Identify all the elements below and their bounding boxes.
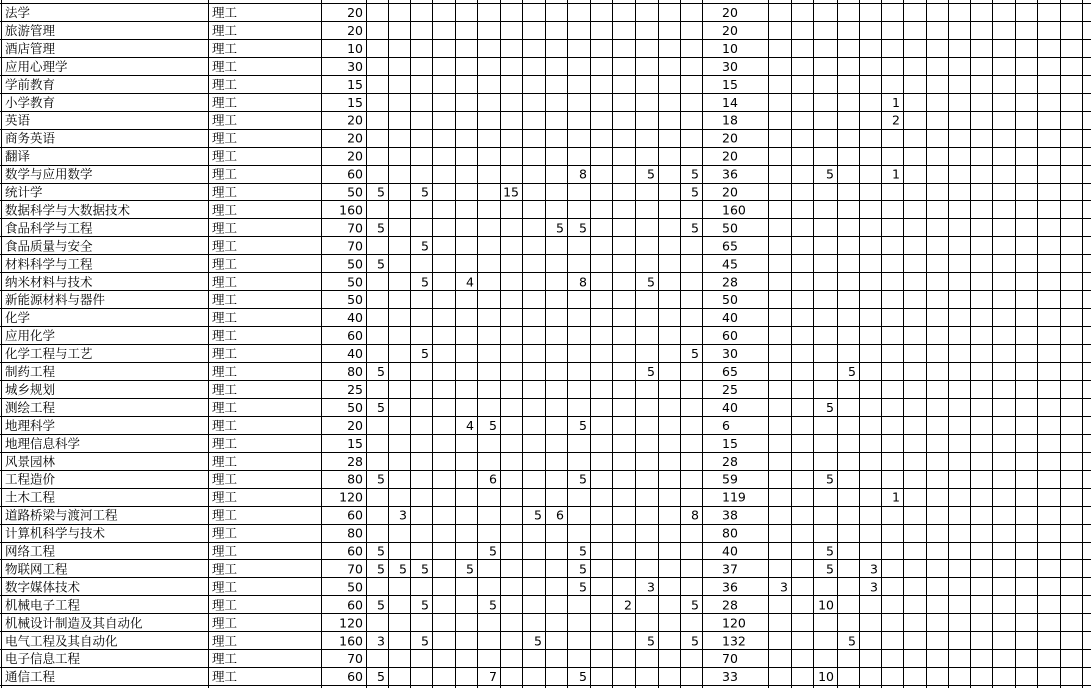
cell-major: 制药工程 <box>5 364 56 379</box>
cell-quota: 20 <box>722 184 738 200</box>
cell-value: 5 <box>377 184 385 200</box>
cell-quota: 160 <box>722 202 746 218</box>
cell-value: 5 <box>377 543 385 559</box>
cell-value: 5 <box>647 633 655 649</box>
cell-total: 70 <box>347 238 363 254</box>
cell-quota: 60 <box>722 328 738 344</box>
cell-category: 理工 <box>212 58 238 74</box>
cell-value: 5 <box>377 364 385 379</box>
cell-total: 30 <box>347 58 363 74</box>
cell-category: 理工 <box>212 220 238 236</box>
cell-value: 8 <box>579 166 587 182</box>
cell-total: 60 <box>347 543 363 559</box>
cell-value: 5 <box>421 633 429 649</box>
cell-category: 理工 <box>212 166 238 182</box>
cell-category: 理工 <box>212 489 238 505</box>
cell-quota: 15 <box>722 76 738 92</box>
cell-total: 20 <box>347 148 363 164</box>
cell-quota: 18 <box>722 112 738 128</box>
cell-value: 5 <box>848 364 856 379</box>
cell-category: 理工 <box>212 507 238 523</box>
cell-total: 80 <box>347 364 363 379</box>
cell-category: 理工 <box>212 148 238 164</box>
cell-category: 理工 <box>212 5 238 20</box>
cell-quota: 50 <box>722 292 738 308</box>
cell-value: 5 <box>579 669 587 685</box>
cell-quota: 119 <box>722 489 746 505</box>
cell-total: 20 <box>347 130 363 146</box>
cell-total: 70 <box>347 561 363 577</box>
cell-category: 理工 <box>212 22 238 38</box>
cell-value: 3 <box>870 579 878 595</box>
cell-value: 5 <box>647 364 655 379</box>
cell-value: 5 <box>691 184 699 200</box>
cell-category: 理工 <box>212 453 238 469</box>
cell-major: 道路桥梁与渡河工程 <box>5 507 118 523</box>
cell-total: 50 <box>347 399 363 415</box>
cell-total: 80 <box>347 525 363 541</box>
cell-value: 5 <box>691 597 699 613</box>
cell-quota: 6 <box>722 417 730 433</box>
cell-value: 5 <box>826 543 834 559</box>
cell-value: 2 <box>892 112 900 128</box>
cell-quota: 38 <box>722 507 738 523</box>
cell-value: 5 <box>691 633 699 649</box>
cell-major: 纳米材料与技术 <box>5 274 93 290</box>
cell-major: 材料科学与工程 <box>5 256 93 272</box>
cell-quota: 30 <box>722 346 738 362</box>
cell-category: 理工 <box>212 651 238 667</box>
cell-total: 50 <box>347 274 363 290</box>
cell-category: 理工 <box>212 202 238 218</box>
cell-value: 5 <box>421 238 429 254</box>
cell-quota: 28 <box>722 453 738 469</box>
cell-quota: 20 <box>722 5 738 20</box>
cell-value: 5 <box>691 166 699 182</box>
cell-value: 5 <box>421 561 429 577</box>
cell-major: 英语 <box>5 112 31 128</box>
cell-major: 电子信息工程 <box>5 651 81 667</box>
cell-value: 5 <box>377 597 385 613</box>
cell-category: 理工 <box>212 112 238 128</box>
cell-quota: 28 <box>722 597 738 613</box>
cell-category: 理工 <box>212 471 238 487</box>
cell-value: 5 <box>579 561 587 577</box>
cell-total: 50 <box>347 256 363 272</box>
cell-total: 20 <box>347 22 363 38</box>
cell-value: 10 <box>818 597 834 613</box>
cell-value: 3 <box>780 579 788 595</box>
cell-value: 5 <box>691 346 699 362</box>
cell-value: 5 <box>489 543 497 559</box>
cell-value: 1 <box>892 94 900 110</box>
cell-major: 机械电子工程 <box>5 597 81 613</box>
cell-value: 5 <box>377 399 385 415</box>
cell-total: 50 <box>347 184 363 200</box>
cell-quota: 14 <box>722 94 738 110</box>
cell-major: 计算机科学与技术 <box>5 525 106 541</box>
cell-total: 80 <box>347 471 363 487</box>
cell-total: 20 <box>347 112 363 128</box>
cell-major: 数字媒体技术 <box>5 579 81 595</box>
cell-major: 化学 <box>5 310 31 326</box>
cell-value: 5 <box>848 633 856 649</box>
cell-value: 5 <box>377 256 385 272</box>
cell-value: 5 <box>556 220 564 236</box>
cell-quota: 30 <box>722 58 738 74</box>
cell-major: 地理科学 <box>5 417 56 433</box>
cell-value: 5 <box>579 471 587 487</box>
cell-value: 5 <box>534 507 542 523</box>
cell-value: 5 <box>826 561 834 577</box>
cell-quota: 20 <box>722 148 738 164</box>
cell-value: 5 <box>489 597 497 613</box>
cell-total: 15 <box>347 76 363 92</box>
cell-value: 5 <box>377 220 385 236</box>
cell-major: 测绘工程 <box>5 399 56 415</box>
cell-quota: 65 <box>722 364 738 379</box>
cell-quota: 10 <box>722 40 738 56</box>
cell-value: 5 <box>421 597 429 613</box>
cell-value: 8 <box>579 274 587 290</box>
cell-value: 5 <box>691 220 699 236</box>
cell-quota: 50 <box>722 220 738 236</box>
cell-value: 5 <box>826 399 834 415</box>
cell-quota: 120 <box>722 615 746 631</box>
cell-quota: 132 <box>722 633 746 649</box>
cell-category: 理工 <box>212 543 238 559</box>
cell-quota: 28 <box>722 274 738 290</box>
cell-value: 7 <box>489 669 497 685</box>
cell-category: 理工 <box>212 381 238 397</box>
cell-category: 理工 <box>212 328 238 344</box>
cell-major: 化学工程与工艺 <box>5 346 93 362</box>
cell-category: 理工 <box>212 346 238 362</box>
cell-total: 15 <box>347 435 363 451</box>
cell-major: 小学教育 <box>5 94 56 110</box>
cell-major: 物联网工程 <box>5 561 68 577</box>
cell-total: 60 <box>347 328 363 344</box>
cell-value: 8 <box>691 507 699 523</box>
cell-quota: 37 <box>722 561 738 577</box>
cell-total: 50 <box>347 579 363 595</box>
cell-major: 机械设计制造及其自动化 <box>5 615 143 631</box>
cell-value: 5 <box>579 579 587 595</box>
cell-major: 数学与应用数学 <box>5 166 93 182</box>
cell-value: 5 <box>826 471 834 487</box>
cell-total: 60 <box>347 597 363 613</box>
cell-major: 翻译 <box>5 148 31 164</box>
cell-major: 通信工程 <box>5 669 56 685</box>
cell-category: 理工 <box>212 669 238 685</box>
cell-total: 10 <box>347 40 363 56</box>
cell-quota: 20 <box>722 130 738 146</box>
cell-value: 5 <box>466 561 474 577</box>
cell-quota: 65 <box>722 238 738 254</box>
cell-value: 5 <box>534 633 542 649</box>
cell-quota: 20 <box>722 22 738 38</box>
cell-value: 6 <box>556 507 564 523</box>
cell-quota: 36 <box>722 579 738 595</box>
cell-total: 40 <box>347 346 363 362</box>
cell-category: 理工 <box>212 615 238 631</box>
cell-category: 理工 <box>212 633 238 649</box>
cell-category: 理工 <box>212 130 238 146</box>
cell-category: 理工 <box>212 417 238 433</box>
cell-value: 5 <box>421 346 429 362</box>
cell-category: 理工 <box>212 364 238 379</box>
cell-value: 2 <box>624 597 632 613</box>
cell-quota: 40 <box>722 310 738 326</box>
cell-total: 15 <box>347 94 363 110</box>
cell-major: 应用化学 <box>5 328 56 344</box>
cell-total: 28 <box>347 453 363 469</box>
cell-quota: 40 <box>722 543 738 559</box>
cell-major: 旅游管理 <box>5 22 56 38</box>
cell-category: 理工 <box>212 292 238 308</box>
cell-major: 应用心理学 <box>5 58 68 74</box>
cell-total: 120 <box>339 489 363 505</box>
cell-total: 60 <box>347 166 363 182</box>
cell-value: 5 <box>377 561 385 577</box>
cell-value: 3 <box>870 561 878 577</box>
cell-quota: 80 <box>722 525 738 541</box>
cell-total: 60 <box>347 669 363 685</box>
cell-quota: 59 <box>722 471 738 487</box>
cell-category: 理工 <box>212 435 238 451</box>
cell-category: 理工 <box>212 94 238 110</box>
cell-major: 风景园林 <box>5 453 56 469</box>
cell-quota: 36 <box>722 166 738 182</box>
cell-category: 理工 <box>212 274 238 290</box>
cell-quota: 45 <box>722 256 738 272</box>
cell-major: 土木工程 <box>5 489 56 505</box>
cell-category: 理工 <box>212 597 238 613</box>
cell-major: 数据科学与大数据技术 <box>5 202 131 218</box>
cell-major: 学前教育 <box>5 76 56 92</box>
cell-value: 5 <box>377 669 385 685</box>
cell-category: 理工 <box>212 184 238 200</box>
cell-major: 酒店管理 <box>5 40 56 56</box>
cell-total: 20 <box>347 417 363 433</box>
cell-value: 6 <box>489 471 497 487</box>
cell-category: 理工 <box>212 238 238 254</box>
cell-value: 5 <box>579 417 587 433</box>
cell-total: 40 <box>347 310 363 326</box>
cell-value: 5 <box>579 543 587 559</box>
cell-value: 10 <box>818 669 834 685</box>
cell-value: 4 <box>466 274 474 290</box>
cell-major: 新能源材料与器件 <box>5 292 106 308</box>
cell-value: 5 <box>489 417 497 433</box>
cell-major: 工程造价 <box>5 471 56 487</box>
cell-total: 20 <box>347 5 363 20</box>
cell-major: 法学 <box>5 5 31 20</box>
cell-major: 城乡规划 <box>5 381 56 397</box>
cell-total: 50 <box>347 292 363 308</box>
cell-category: 理工 <box>212 256 238 272</box>
cell-value: 5 <box>421 274 429 290</box>
cell-total: 60 <box>347 507 363 523</box>
cell-total: 120 <box>339 615 363 631</box>
cell-value: 5 <box>826 166 834 182</box>
cell-quota: 40 <box>722 399 738 415</box>
cell-major: 食品科学与工程 <box>5 220 93 236</box>
cell-major: 电气工程及其自动化 <box>5 633 118 649</box>
cell-total: 70 <box>347 220 363 236</box>
cell-category: 理工 <box>212 310 238 326</box>
cell-total: 70 <box>347 651 363 667</box>
cell-total: 25 <box>347 381 363 397</box>
cell-value: 3 <box>647 579 655 595</box>
cell-major: 统计学 <box>5 184 43 200</box>
cell-quota: 15 <box>722 435 738 451</box>
cell-value: 4 <box>466 417 474 433</box>
cell-major: 商务英语 <box>5 130 56 146</box>
cell-major: 地理信息科学 <box>5 435 81 451</box>
cell-value: 5 <box>647 166 655 182</box>
cell-major: 网络工程 <box>5 543 56 559</box>
cell-category: 理工 <box>212 399 238 415</box>
cell-value: 15 <box>503 184 519 200</box>
cell-value: 5 <box>647 274 655 290</box>
cell-category: 理工 <box>212 40 238 56</box>
cell-quota: 33 <box>722 669 738 685</box>
cell-category: 理工 <box>212 76 238 92</box>
cell-value: 5 <box>399 561 407 577</box>
cell-value: 5 <box>377 471 385 487</box>
cell-quota: 25 <box>722 381 738 397</box>
cell-value: 3 <box>377 633 385 649</box>
cell-quota: 70 <box>722 651 738 667</box>
cell-value: 3 <box>399 507 407 523</box>
cell-major: 食品质量与安全 <box>5 238 93 254</box>
cell-value: 1 <box>892 166 900 182</box>
cell-category: 理工 <box>212 525 238 541</box>
cell-value: 5 <box>579 220 587 236</box>
cell-total: 160 <box>339 202 363 218</box>
cell-category: 理工 <box>212 579 238 595</box>
cell-total: 160 <box>339 633 363 649</box>
cell-category: 理工 <box>212 561 238 577</box>
cell-value: 5 <box>421 184 429 200</box>
cell-value: 1 <box>892 489 900 505</box>
